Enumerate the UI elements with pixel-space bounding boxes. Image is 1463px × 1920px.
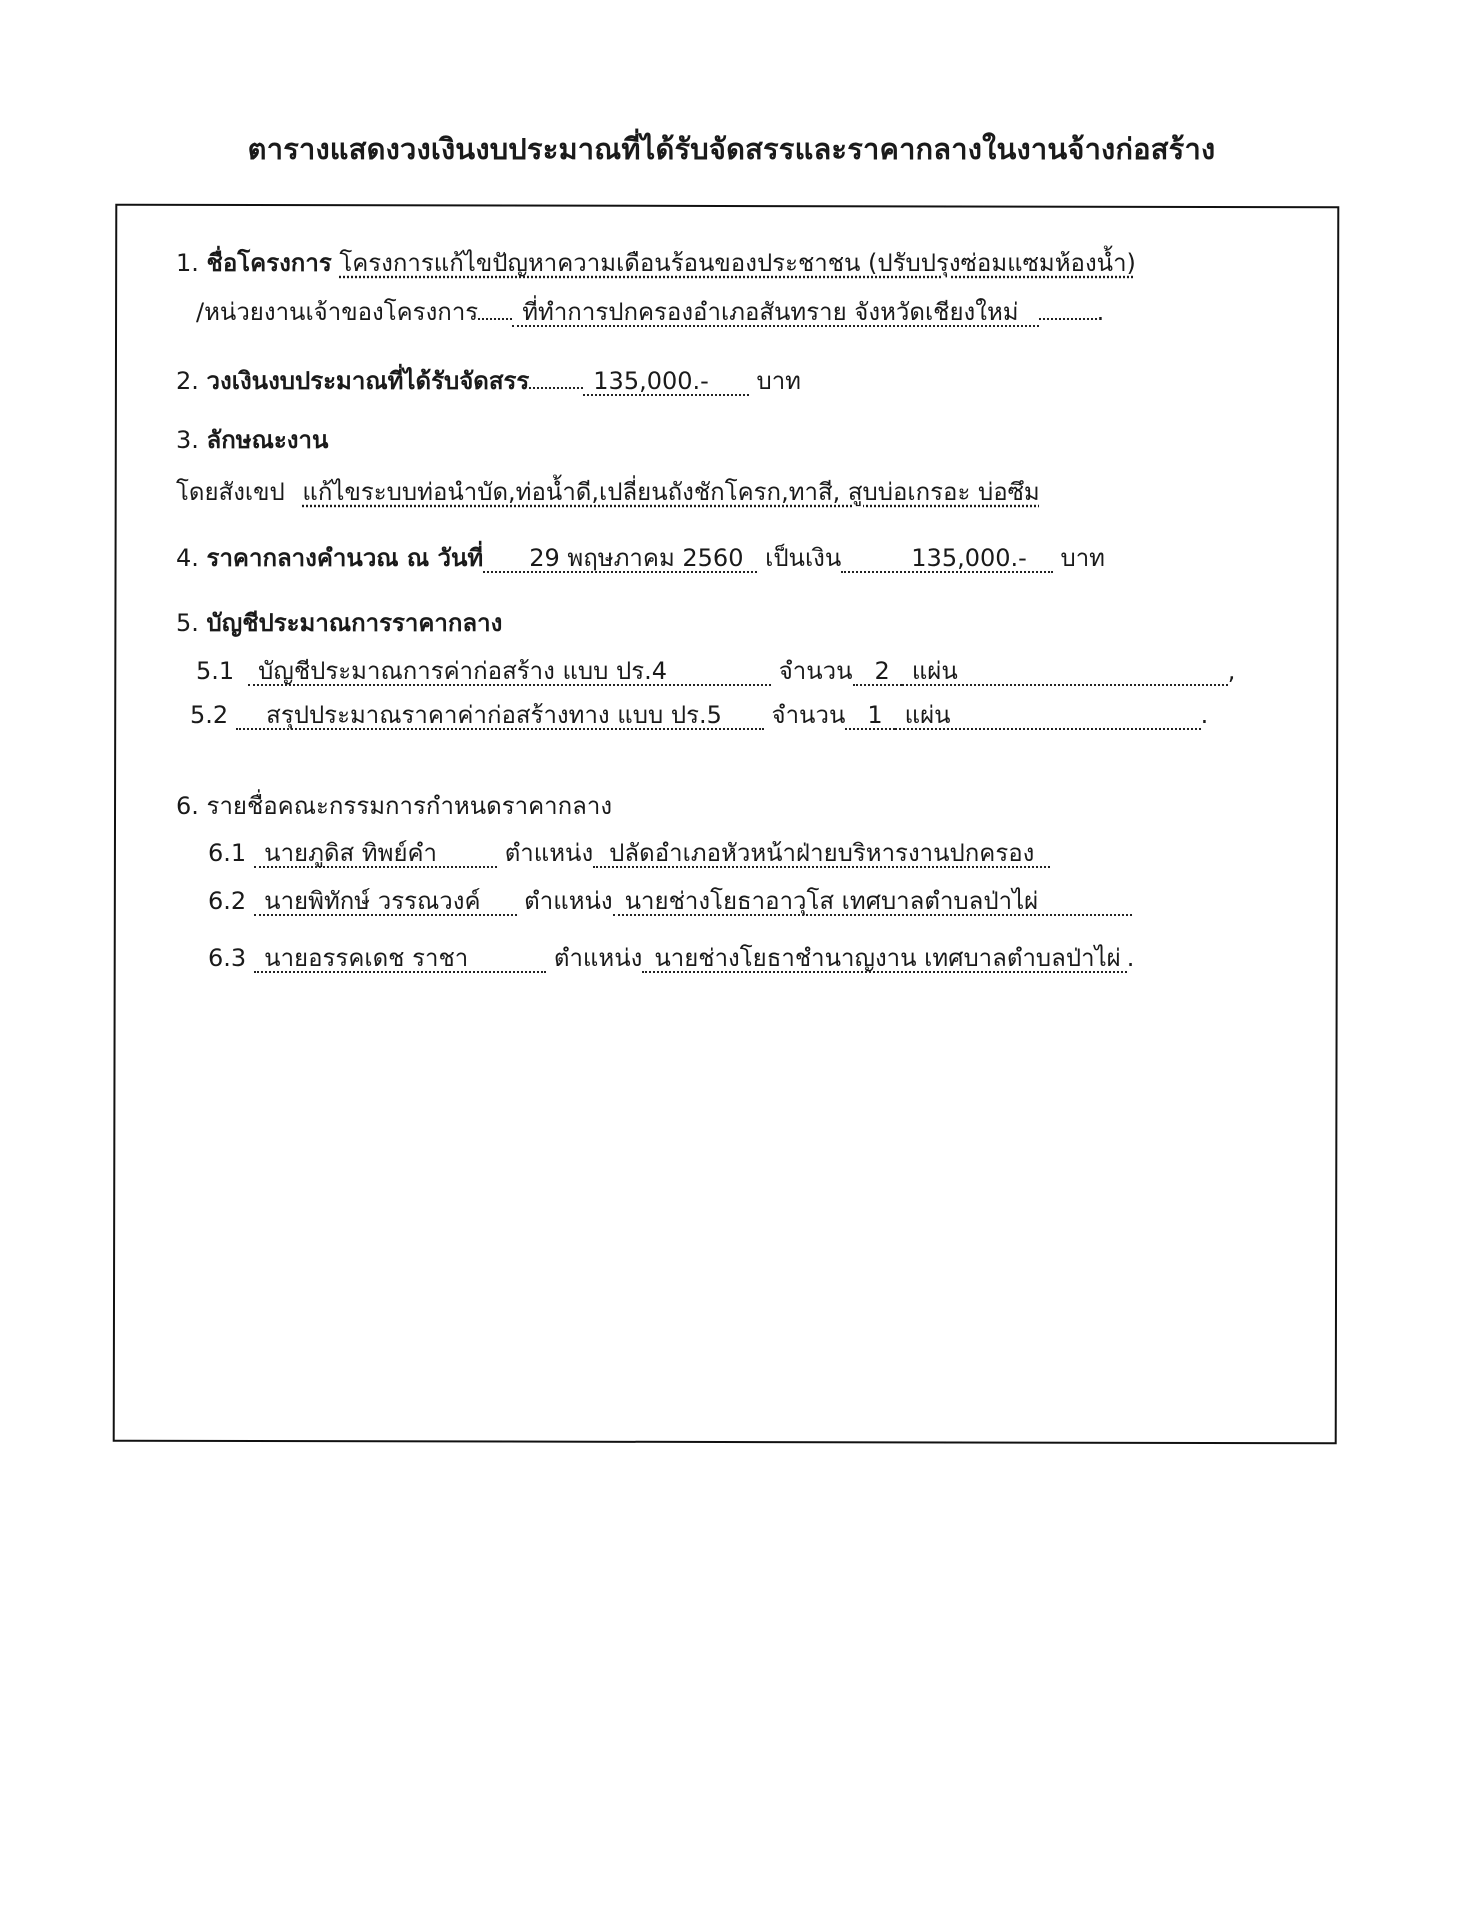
estimate-heading [176, 608, 502, 638]
item-unit: แผ่น [895, 702, 1201, 730]
member-number: 6.1 [208, 839, 247, 867]
end-mark: , [1227, 657, 1236, 685]
end-mark: . [1096, 298, 1105, 326]
dotted-leader [529, 365, 583, 389]
member-name: นายภูดิส ทิพย์คำ [254, 840, 497, 868]
dotted-leader [478, 296, 512, 320]
committee-member [208, 886, 1132, 916]
median-amount: 135,000.- [841, 545, 1053, 573]
work-summary-row [176, 477, 1040, 507]
estimate-item [196, 656, 1235, 686]
section-number: 1. [176, 249, 199, 277]
project-name-value: โครงการแก้ไขปัญหาความเดือนร้อนของประชาชน (ปรับปรุงซ่อมแซมห้องน้ำ) [339, 249, 1136, 277]
section-number: 6. [176, 792, 199, 820]
budget-label: วงเงินงบประมาณที่ได้รับจัดสรร [206, 367, 530, 395]
member-position-label: ตำแหน่ง [524, 887, 613, 915]
median-price-label: ราคากลางคำนวณ ณ วันที่ [206, 544, 484, 572]
section-number: 3. [176, 426, 199, 454]
committee-label: รายชื่อคณะกรรมการกำหนดราคากลาง [206, 792, 613, 820]
section-number: 5. [176, 609, 199, 637]
median-amount-label: เป็นเงิน [765, 544, 842, 572]
budget-amount: 135,000.- [583, 368, 749, 396]
member-name: นายพิทักษ์ วรรณวงค์ [254, 888, 516, 916]
work-summary-value: แก้ไขระบบท่อนำบัด,ท่อน้ำดี,เปลี่ยนถังชักโครก,ทาสี, สูบบ่อเกรอะ บ่อซึม [302, 478, 1040, 506]
section-number: 4. [176, 544, 199, 572]
project-name-label: ชื่อโครงการ [206, 249, 332, 277]
member-name: นายอรรคเดช ราชา [254, 945, 546, 973]
median-price-date: 29 พฤษภาคม 2560 [483, 545, 757, 573]
document-title: ตารางแสดงวงเงินงบประมาณที่ได้รับจัดสรรและราคากลางในงานจ้างก่อสร้าง [247, 132, 1216, 166]
work-type-heading [176, 425, 328, 455]
committee-member [208, 943, 1134, 973]
item-number: 5.1 [196, 657, 235, 685]
estimate-label: บัญชีประมาณการราคากลาง [206, 609, 503, 637]
item-qty-label: จำนวน [778, 657, 853, 685]
work-type-label: ลักษณะงาน [206, 426, 329, 454]
section-number: 2. [176, 367, 199, 395]
item-unit: แผ่น [902, 658, 1228, 686]
work-summary-label: โดยสังเขป [176, 478, 285, 506]
project-owner-value: ที่ทำการปกครองอำเภอสันทราย จังหวัดเชียงใหม่ [512, 299, 1038, 327]
committee-member [208, 838, 1050, 868]
item-qty: 1 [845, 702, 894, 730]
median-amount-unit: บาท [1060, 544, 1105, 572]
end-mark: . [1200, 701, 1209, 729]
item-text: บัญชีประมาณการค่าก่อสร้าง แบบ ปร.4 [248, 658, 771, 686]
member-position: นายช่างโยธาอาวุโส เทศบาลตำบลป่าไผ่ [613, 888, 1133, 916]
project-owner-row [196, 296, 1104, 327]
member-number: 6.3 [208, 944, 247, 972]
member-position-label: ตำแหน่ง [504, 839, 594, 867]
project-owner-label: /หน่วยงานเจ้าของโครงการ [196, 298, 479, 326]
member-position: ปลัดอำเภอหัวหน้าฝ่ายบริหารงานปกครอง [593, 840, 1050, 868]
committee-heading [176, 791, 612, 821]
member-position-label: ตำแหน่ง [553, 944, 643, 972]
budget-unit: บาท [756, 367, 801, 395]
budget-row [176, 365, 801, 396]
estimate-item [190, 700, 1208, 730]
item-qty-label: จำนวน [771, 701, 846, 729]
end-mark: . [1126, 944, 1135, 972]
member-number: 6.2 [208, 887, 247, 915]
dotted-leader [1039, 296, 1097, 320]
item-number: 5.2 [190, 701, 229, 729]
project-name-row [176, 248, 1136, 278]
member-position: นายช่างโยธาชำนาญงาน เทศบาลตำบลป่าไผ่ [642, 945, 1126, 973]
median-price-row [176, 543, 1105, 573]
item-text: สรุปประมาณราคาค่าก่อสร้างทาง แบบ ปร.5 [236, 702, 764, 730]
item-qty: 2 [853, 658, 902, 686]
